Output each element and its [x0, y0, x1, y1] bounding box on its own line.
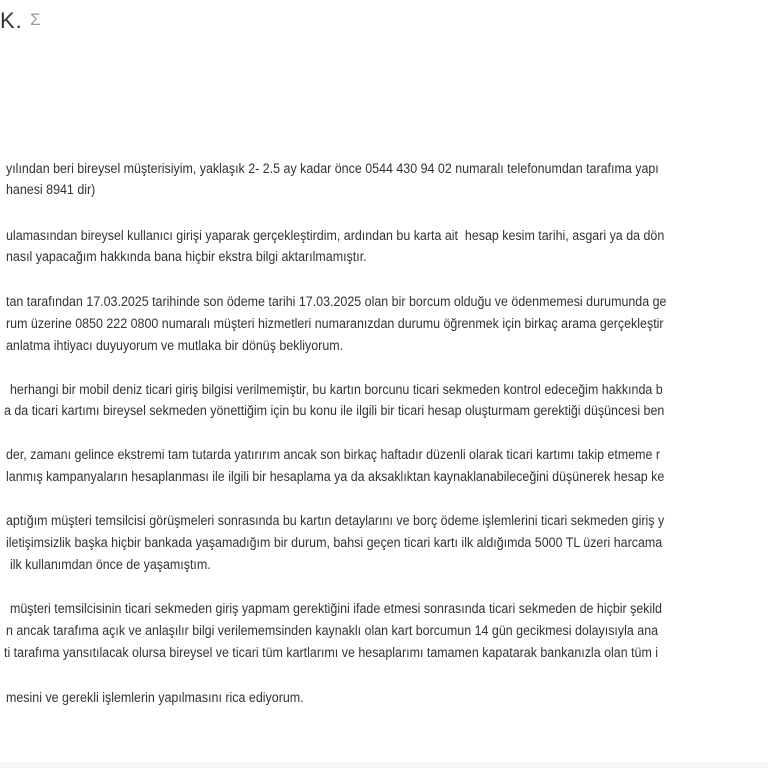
- text-line: n ancak tarafıma açık ve anlaşılır bilgi verilememsinden kaynaklı olan kart borcumun 14 gün gecikmesi dolayısıyla ana: [6, 623, 659, 638]
- text-line: tan tarafından 17.03.2025 tarihinde son ödeme tarihi 17.03.2025 olan bir borcum olduğu ve ödenmemesi durumunda ge: [6, 294, 667, 309]
- text-line: iletişimsizlik başka hiçbir bankada yaşamadığım bir durum, bahsi geçen ticari kartı ilk aldığımda 5000 TL üzeri harcama: [6, 535, 663, 550]
- sigma-icon: Ʃ: [30, 10, 41, 29]
- text-line: yılından beri bireysel müşterisiyim, yaklaşık 2- 2.5 ay kadar önce 0544 430 94 02 numaralı telefonumdan tarafıma yapı: [6, 161, 659, 176]
- text-line: müşteri temsilcisinin ticari sekmeden giriş yapmam gerektiğini ifade etmesi sonrasında ticari sekmeden de hiçbir şekild: [10, 601, 662, 616]
- text-line: anlatma ihtiyacı duyuyorum ve mutlaka bir dönüş bekliyorum.: [6, 338, 344, 353]
- text-line: ulamasından bireysel kullanıcı girişi yaparak gerçekleştirdim, ardından bu karta ait hesap kesim tarihi, asgari ya da dön: [6, 228, 665, 243]
- text-line: rum üzerine 0850 222 0800 numaralı müşteri hizmetleri numaranızdan durumu öğrenmek için birkaç arama gerçekleştir: [6, 316, 664, 331]
- text-line: nasıl yapacağım hakkında bana hiçbir ekstra bilgi aktarılmamıştır.: [6, 249, 367, 264]
- text-line: ilk kullanımdan önce de yaşamıştım.: [10, 557, 211, 572]
- text-line: herhangi bir mobil deniz ticari giriş bilgisi verilmemiştir, bu kartın borcunu ticari sekmeden kontrol edeceğim hakkında b: [10, 382, 663, 397]
- page-bottom-edge: [0, 762, 768, 768]
- document-title: K.: [0, 8, 23, 33]
- text-line: mesini ve gerekli işlemlerin yapılmasını rica ediyorum.: [6, 690, 304, 705]
- text-line: der, zamanı gelince ekstremi tam tutarda yatırırım ancak son birkaç haftadır düzenli olarak ticari kartımı takip etmeme r: [6, 447, 661, 462]
- text-line: aptığım müşteri temsilcisi görüşmeleri sonrasında bu kartın detaylarını ve borç ödeme işlemlerini ticari sekmeden giriş y: [6, 513, 665, 528]
- text-line: ti tarafıma yansıtılacak olursa bireysel ve ticari tüm kartlarımı ve hesaplarımı tamamen kapatarak bankanızla olan tüm i: [4, 645, 659, 660]
- text-line: lanmış kampanyaların hesaplanması ile ilgili bir hesaplama ya da aksaklıktan kaynaklanabileceğini düşünerek hesap ke: [6, 469, 665, 484]
- text-line: a da ticari kartımı bireysel sekmeden yönettiğim için bu konu ile ilgili bir ticari hesap oluşturmam gerektiği düşüncesi ben: [4, 403, 665, 418]
- text-line: hanesi 8941 dir): [6, 182, 96, 197]
